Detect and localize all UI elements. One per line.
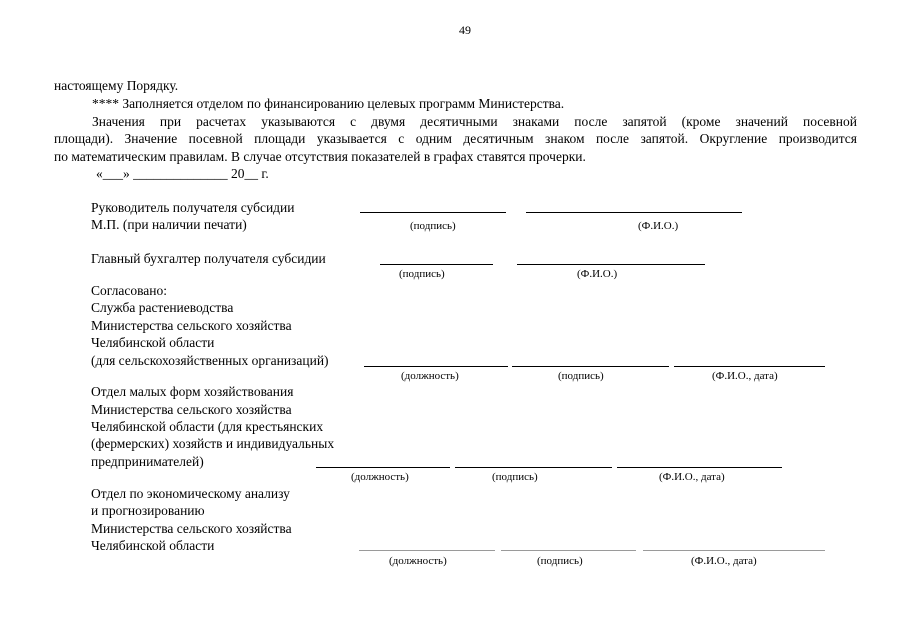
block1-line-4: (для сельскохозяйственных организаций) <box>91 353 329 368</box>
block3-line-3: Министерства сельского хозяйства <box>91 521 292 536</box>
block2-line-1: Отдел малых форм хозяйствования <box>91 384 294 399</box>
block2-line-3: Челябинской области (для крестьянских <box>91 419 324 434</box>
block3-line-4: Челябинской области <box>91 538 215 553</box>
head-stamp: М.П. (при наличии печати) <box>91 217 247 232</box>
block3-line-2: и прогнозированию <box>91 503 205 518</box>
block3-signature-label: (подпись) <box>537 555 583 567</box>
block3-signature-line <box>501 550 636 551</box>
block3-position-line <box>359 550 495 551</box>
block2-signature-label: (подпись) <box>492 471 538 483</box>
block2-line-5: предпринимателей) <box>91 454 204 469</box>
block2-line-2: Министерства сельского хозяйства <box>91 402 292 417</box>
block3-fio-line <box>643 550 825 551</box>
accountant-fio-label: (Ф.И.О.) <box>577 268 618 280</box>
block1-line-2: Министерства сельского хозяйства <box>91 318 292 333</box>
date-line: «___» ______________ 20__ г. <box>96 166 269 181</box>
block1-position-label: (должность) <box>401 370 459 382</box>
block1-line-1: Служба растениеводства <box>91 300 234 315</box>
block1-position-line <box>364 366 508 367</box>
block2-fio-line <box>617 467 782 468</box>
block1-fio-label: (Ф.И.О., дата) <box>712 370 778 382</box>
head-fio-line <box>526 212 742 213</box>
accountant-title: Главный бухгалтер получателя субсидии <box>91 251 326 266</box>
block1-signature-line <box>512 366 669 367</box>
block3-position-label: (должность) <box>389 555 447 567</box>
accountant-fio-line <box>517 264 705 265</box>
head-signature-line <box>360 212 506 213</box>
block2-fio-label: (Ф.И.О., дата) <box>659 471 725 483</box>
block3-fio-label: (Ф.И.О., дата) <box>691 555 757 567</box>
block1-fio-line <box>674 366 825 367</box>
block2-position-line <box>316 467 450 468</box>
page-number: 49 <box>459 23 471 37</box>
block1-signature-label: (подпись) <box>558 370 604 382</box>
note-line-5: по математическим правилам. В случае отсутствия показателей в графах ставятся прочерки. <box>54 149 586 164</box>
block1-line-3: Челябинской области <box>91 335 215 350</box>
note-line-1: настоящему Порядку. <box>54 78 179 93</box>
note-line-3: Значения при расчетах указываются с двумя десятичными знаками после запятой (кроме значений посевной <box>92 114 857 129</box>
accountant-signature-line <box>380 264 493 265</box>
agreed-label: Согласовано: <box>91 283 167 298</box>
block2-signature-line <box>455 467 612 468</box>
block3-line-1: Отдел по экономическому анализу <box>91 486 290 501</box>
block2-line-4: (фермерских) хозяйств и индивидуальных <box>91 436 335 451</box>
block2-position-label: (должность) <box>351 471 409 483</box>
head-fio-label: (Ф.И.О.) <box>638 220 679 232</box>
head-title: Руководитель получателя субсидии <box>91 200 295 215</box>
accountant-signature-label: (подпись) <box>399 268 445 280</box>
head-signature-label: (подпись) <box>410 220 456 232</box>
note-line-4: площади). Значение посевной площади указывается с одним десятичным знаком после запятой. Округление производится <box>54 131 857 146</box>
note-line-2: **** Заполняется отделом по финансированию целевых программ Министерства. <box>92 96 565 111</box>
